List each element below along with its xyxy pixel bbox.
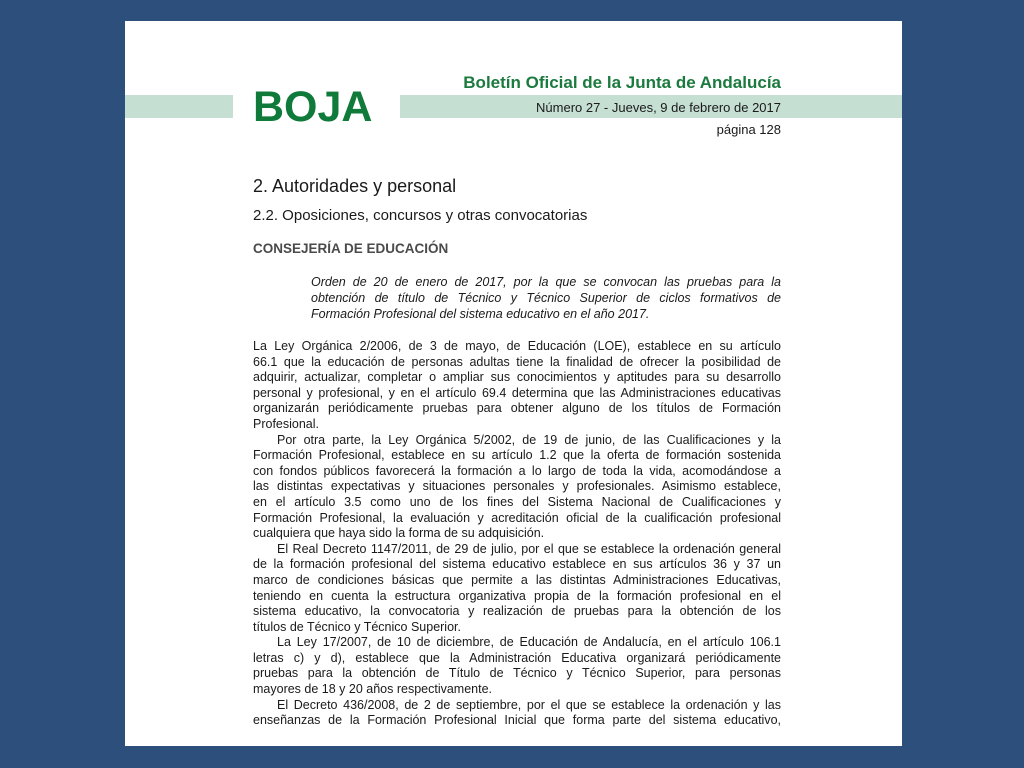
document-page bbox=[125, 21, 902, 746]
body-line: mayores de 18 y 20 años respectivamente. bbox=[253, 682, 493, 697]
body-line: Formación Profesional, la evaluación y acreditación oficial de la cualificación profesional bbox=[253, 510, 781, 525]
body-line: El Real Decreto 1147/2011, de 29 de julio, por el que se establece la ordenación general bbox=[277, 541, 781, 556]
issue-info: Número 27 - Jueves, 9 de febrero de 2017 bbox=[536, 100, 781, 115]
body-line: teniendo en cuenta la estructura organizativa propia de la formación profesional en el bbox=[253, 588, 781, 603]
body-line: 66.1 que la educación de personas adultas tiene la finalidad de ofrecer la posibilidad de bbox=[253, 354, 781, 369]
body-line: títulos de Técnico y Técnico Superior. bbox=[253, 619, 461, 634]
boja-logo: BOJA bbox=[253, 83, 373, 131]
body-line: sistema educativo, la convocatoria y realización de pruebas para la obtención de los bbox=[253, 604, 781, 619]
body-line: enseñanzas de la Formación Profesional Inicial que forma parte del sistema educativo, bbox=[253, 713, 781, 728]
order-line: Formación Profesional del sistema educativo en el año 2017. bbox=[311, 307, 650, 321]
body-line: cualquiera que haya sido la forma de su adquisición. bbox=[253, 526, 545, 541]
body-line: organizarán periódicamente pruebas para obtener alguno de los títulos de Formación bbox=[253, 401, 781, 416]
subsection-heading: 2.2. Oposiciones, concursos y otras convocatorias bbox=[253, 207, 588, 224]
body-line: en el artículo 3.5 como uno de los fines del Sistema Nacional de Cualificaciones y bbox=[253, 494, 781, 509]
page-number: página 128 bbox=[716, 122, 781, 137]
body-line: de la formación profesional del sistema educativo establece en sus artículos 36 y 37 un bbox=[253, 557, 781, 572]
section-heading: 2. Autoridades y personal bbox=[253, 176, 457, 196]
order-line: obtención de título de Técnico y Técnico Superior de ciclos formativos de bbox=[311, 291, 781, 305]
body-text bbox=[253, 339, 781, 729]
body-line: personal y profesional, y en el artículo 69.4 determina que las Administraciones educativas bbox=[253, 385, 781, 400]
department-heading: CONSEJERÍA DE EDUCACIÓN bbox=[253, 241, 449, 256]
order-line: Orden de 20 de enero de 2017, por la que se convocan las pruebas para la bbox=[311, 275, 781, 289]
body-line: La Ley Orgánica 2/2006, de 3 de mayo, de Educación (LOE), establece en su artículo bbox=[253, 339, 781, 353]
body-line: con fondos públicos favorecerá la formación a lo largo de toda la vida, acomodándose a bbox=[253, 463, 781, 478]
body-line: Profesional. bbox=[253, 416, 320, 431]
order-title bbox=[311, 274, 781, 322]
body-line: pruebas para la obtención de Título de Técnico y Técnico Superior, para personas bbox=[253, 666, 781, 681]
body-line: La Ley 17/2007, de 10 de diciembre, de Educación de Andalucía, en el artículo 106.1 bbox=[277, 635, 781, 650]
body-line: letras c) y d), establece que la Administración Educativa organizará periódicamente bbox=[253, 650, 781, 665]
body-line: marco de condiciones básicas que permite a las distintas Administraciones Educativas, bbox=[253, 572, 781, 587]
body-line: El Decreto 436/2008, de 2 de septiembre, por el que se establece la ordenación y las bbox=[277, 697, 781, 712]
body-line: Por otra parte, la Ley Orgánica 5/2002, de 19 de junio, de las Cualificaciones y la bbox=[277, 432, 781, 447]
bulletin-title: Boletín Oficial de la Junta de Andalucía bbox=[463, 73, 781, 92]
header-band-left bbox=[125, 95, 233, 118]
body-line: Formación Profesional, establece en su artículo 1.2 que la oferta de formación sostenida bbox=[253, 448, 781, 463]
body-line: las distintas expectativas y situaciones personales y profesionales. Asimismo establece, bbox=[253, 479, 781, 494]
body-line: adquirir, actualizar, completar o ampliar sus conocimientos y aptitudes para su desarrollo bbox=[253, 370, 781, 385]
